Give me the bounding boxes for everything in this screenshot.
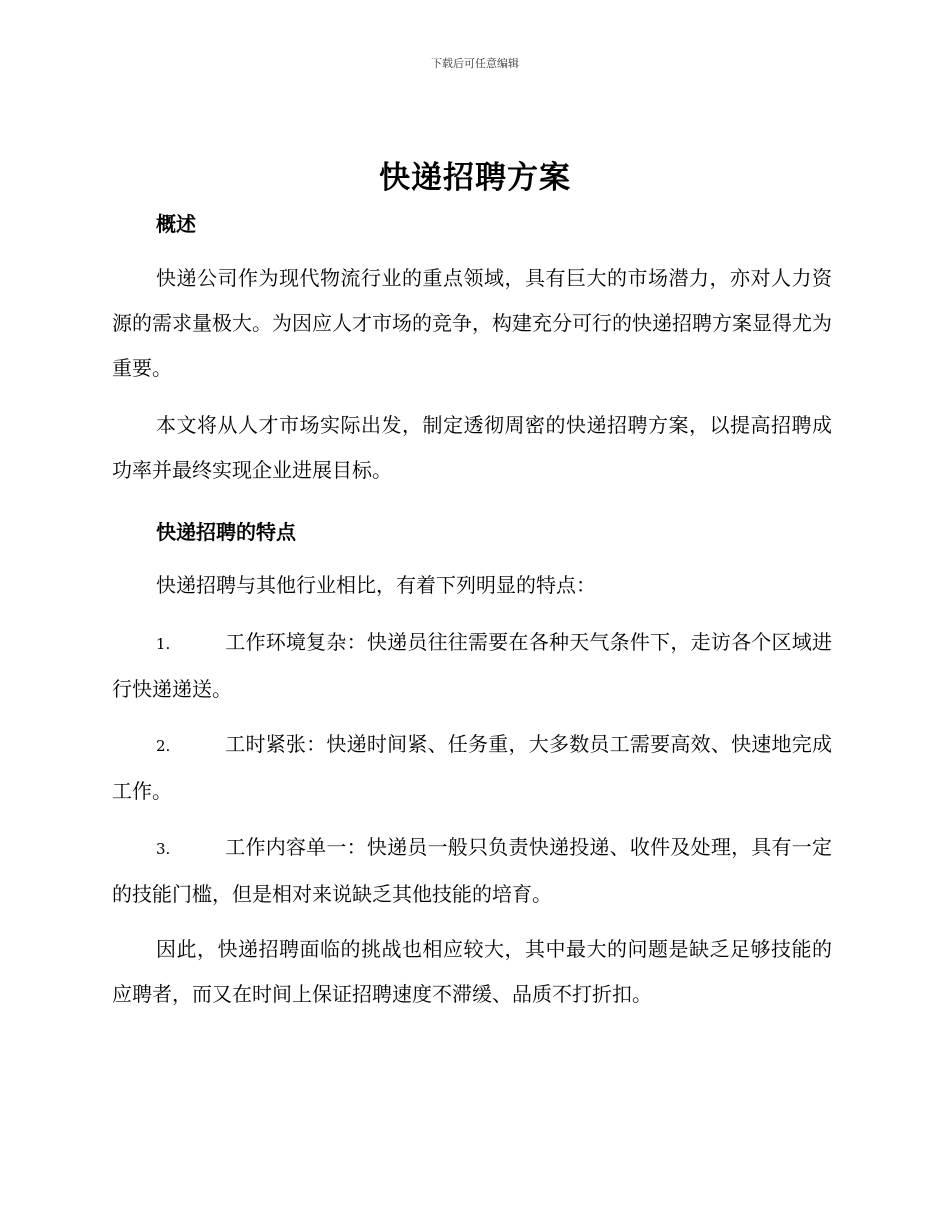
document-title: 快递招聘方案 [379,160,571,196]
paragraph: 本文将从人才市场实际出发，制定透彻周密的快递招聘方案，以提高招聘成功率并最终实现企业进展目标。 [112,413,832,482]
paragraph-conclusion: 因此，快递招聘面临的挑战也相应较大，其中最大的问题是缺乏足够技能的应聘者，而又在时间上保证招聘速度不滞缓、品质不打折扣。 [112,937,832,1006]
paragraph-intro: 快递招聘与其他行业相比，有着下列明显的特点： [156,573,596,597]
paragraph: 快递公司作为现代物流行业的重点领域，具有巨大的市场潜力，亦对人力资源的需求量极大。为因应人才市场的竞争，构建充分可行的快递招聘方案显得尤为重要。 [112,266,832,380]
section-heading-features: 快递招聘的特点 [156,520,296,544]
list-item [112,620,832,712]
list-item [112,722,832,814]
list-item-text: 工作内容单一：快递员一般只负责快递投递、收件及处理，具有一定的技能门槛，但是相对来说缺乏其他技能的培育。 [112,835,832,906]
list-number: 1. [156,635,171,653]
list-number: 3. [156,840,171,858]
section-heading-overview: 概述 [156,212,196,236]
list-number: 2. [156,737,171,755]
header-note: 下载后可任意编辑 [431,57,519,70]
list-item [112,825,832,917]
list-item-text: 工作环境复杂：快递员往往需要在各种天气条件下，走访各个区域进行快递递送。 [112,630,832,701]
list-item-text: 工时紧张：快递时间紧、任务重，大多数员工需要高效、快速地完成工作。 [112,732,832,803]
